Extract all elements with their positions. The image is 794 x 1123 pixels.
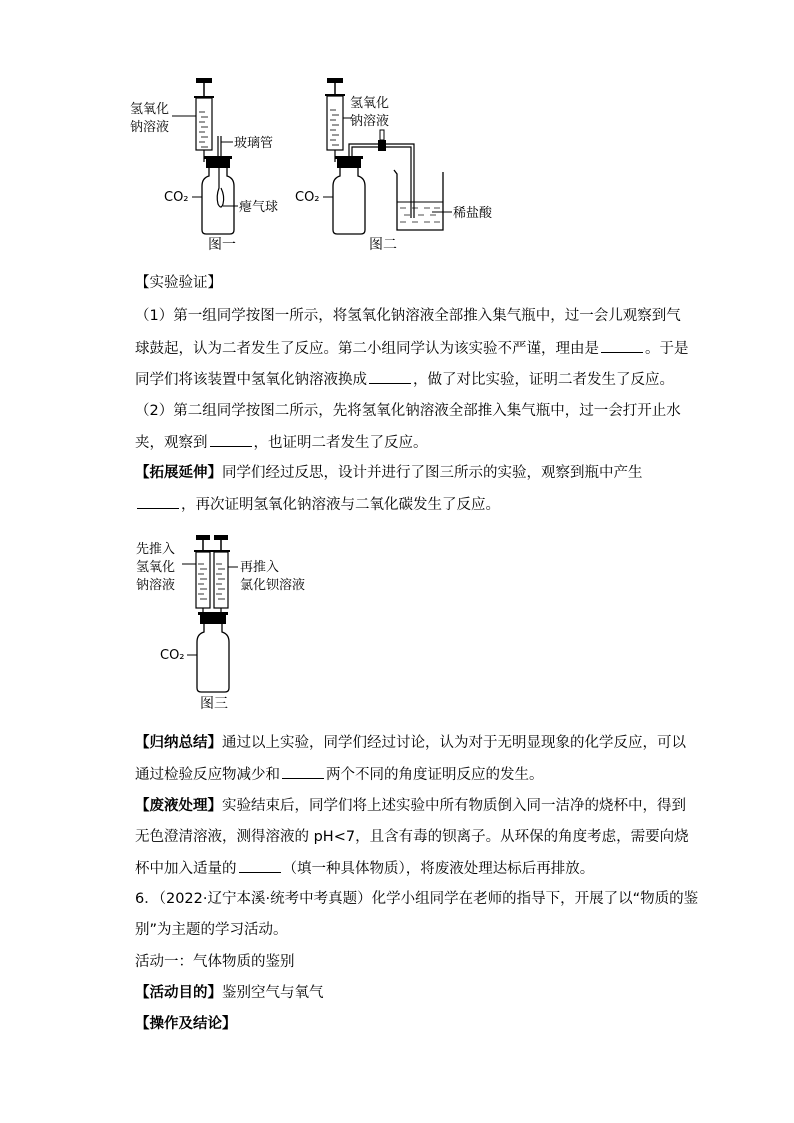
q6-line-2: 别”为主题的学习活动。 bbox=[135, 922, 288, 938]
waste-line-1: 【废液处理】实验结束后，同学们将上述实验中所有物质倒入同一洁净的烧杯中，得到 bbox=[135, 798, 686, 814]
fig3-caption: 图三 bbox=[200, 696, 228, 712]
figure-2-diagram bbox=[292, 70, 512, 255]
q1-line-3: 同学们将该装置中氢氧化钠溶液换成 ，做了对比实验，证明二者发生了反应。 bbox=[135, 369, 674, 390]
q6-line-1: 6．（2022·辽宁本溪·统考中考真题）化学小组同学在老师的指导下，开展了以“物质的鉴 bbox=[135, 891, 699, 907]
exp-verify-heading: 【实验验证】 bbox=[135, 275, 222, 291]
ext-line-1: 【拓展延伸】同学们经过反思，设计并进行了图三所示的实验，观察到瓶中产生 bbox=[135, 465, 643, 481]
fig1-label-co2: CO₂ bbox=[164, 190, 189, 205]
q2-line-2: 夹，观察到 ，也证明二者发生了反应。 bbox=[135, 432, 428, 453]
fig2-label-naoh-2: 钠溶液 bbox=[350, 114, 390, 129]
answer-blank-1[interactable] bbox=[601, 338, 643, 353]
fig2-label-hcl: 稀盐酸 bbox=[453, 206, 493, 221]
ops-heading: 【操作及结论】 bbox=[135, 1016, 237, 1032]
fig3-label-first-2: 氢氧化 bbox=[136, 560, 176, 575]
fig1-label-naoh-2: 钠溶液 bbox=[130, 120, 170, 135]
activity-1: 活动一：气体物质的鉴别 bbox=[135, 954, 295, 970]
fig3-label-first-1: 先推入 bbox=[136, 542, 176, 557]
figure-3-diagram bbox=[130, 530, 330, 715]
answer-blank-6[interactable] bbox=[239, 858, 281, 873]
fig1-label-naoh-1: 氢氧化 bbox=[130, 102, 170, 117]
q1-line-1: （1）第一组同学按图一所示，将氢氧化钠溶液全部推入集气瓶中，过一会儿观察到气 bbox=[135, 308, 681, 324]
activity-goal: 【活动目的】鉴别空气与氧气 bbox=[135, 985, 324, 1001]
fig3-label-then-2: 氯化钡溶液 bbox=[240, 578, 306, 593]
ext-heading: 【拓展延伸】 bbox=[135, 465, 222, 481]
answer-blank-3[interactable] bbox=[210, 432, 252, 447]
sum-line-1: 【归纳总结】通过以上实验，同学们经过讨论，认为对于无明显现象的化学反应，可以 bbox=[135, 735, 686, 751]
q2-line-1: （2）第二组同学按图二所示，先将氢氧化钠溶液全部推入集气瓶中，过一会打开止水 bbox=[135, 403, 681, 419]
sum-heading: 【归纳总结】 bbox=[135, 735, 222, 751]
answer-blank-2[interactable] bbox=[369, 369, 411, 384]
ext-line-2: ，再次证明氢氧化钠溶液与二氧化碳发生了反应。 bbox=[135, 494, 500, 515]
sum-line-2: 通过检验反应物减少和 两个不同的角度证明反应的发生。 bbox=[135, 764, 544, 785]
waste-line-3: 杯中加入适量的 （填一种具体物质），将废液处理达标后再排放。 bbox=[135, 858, 594, 879]
answer-blank-5[interactable] bbox=[282, 764, 324, 779]
fig2-label-naoh-1: 氢氧化 bbox=[350, 96, 390, 111]
fig1-caption: 图一 bbox=[208, 237, 236, 253]
waste-heading: 【废液处理】 bbox=[135, 798, 222, 814]
fig2-label-co2: CO₂ bbox=[295, 190, 320, 205]
fig3-label-then-1: 再推入 bbox=[240, 560, 280, 575]
answer-blank-4[interactable] bbox=[137, 494, 179, 509]
fig1-label-glass-tube: 玻璃管 bbox=[234, 136, 274, 151]
activity-goal-heading: 【活动目的】 bbox=[135, 985, 222, 1001]
fig3-label-first-3: 钠溶液 bbox=[136, 578, 176, 593]
fig1-label-balloon: 瘪气球 bbox=[239, 200, 279, 215]
q1-line-2: 球鼓起，认为二者发生了反应。第二小组同学认为该实验不严谨，理由是 。于是 bbox=[135, 338, 689, 359]
waste-line-2: 无色澄清溶液，测得溶液的 pH<7，且含有毒的钡离子。从环保的角度考虑，需要向烧 bbox=[135, 829, 689, 845]
fig3-label-co2: CO₂ bbox=[160, 648, 185, 663]
fig2-caption: 图二 bbox=[369, 237, 397, 253]
